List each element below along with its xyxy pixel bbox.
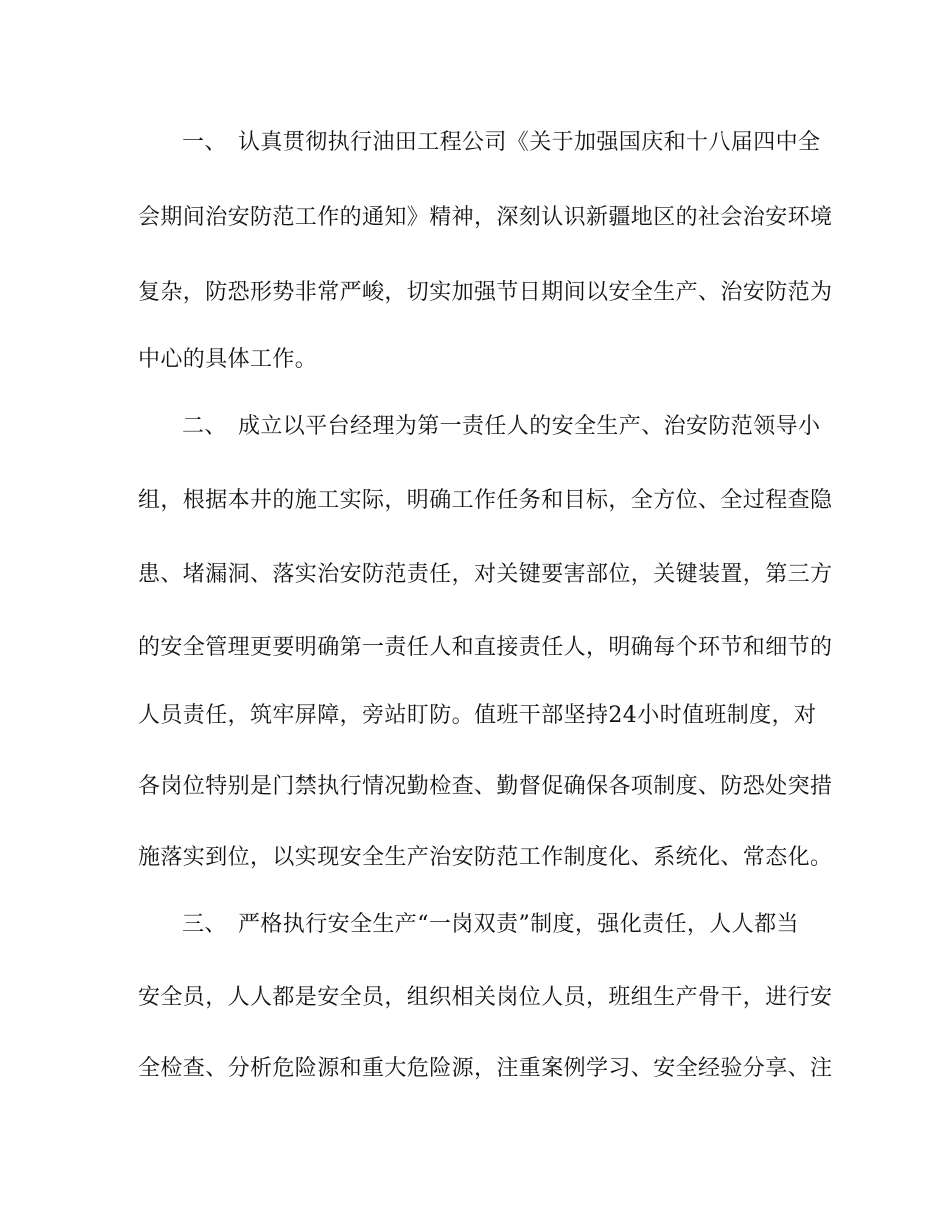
paragraph-1-line-1 xyxy=(182,128,862,158)
paragraph-2-line-6: 各岗位特别是门禁执行情况勤检查、勤督促确保各项制度、防恐处突措 xyxy=(138,774,833,799)
paragraph-2-text: 成立以平台经理为第一责任人的安全生产、治安防范领导小 xyxy=(238,414,821,439)
paragraph-2-line-5: 人员责任，筑牢屏障，旁站盯防。值班干部坚持24小时值班制度，对 xyxy=(138,703,817,728)
paragraph-2-line-2: 组，根据本井的施工实际，明确工作任务和目标，全方位、全过程查隐 xyxy=(138,488,833,513)
paragraph-3-text: 严格执行安全生产“一岗双责”制度，强化责任，人人都当 xyxy=(238,912,799,937)
paragraph-1-number: 一、 xyxy=(182,130,227,155)
paragraph-2-number: 二、 xyxy=(182,414,227,439)
paragraph-1-text: 认真贯彻执行油田工程公司《关于加强国庆和十八届四中全 xyxy=(238,130,821,155)
paragraph-2-line-4: 的安全管理更要明确第一责任人和直接责任人，明确每个环节和细节的 xyxy=(138,635,833,660)
paragraph-1-line-3: 复杂，防恐形势非常严峻，切实加强节日期间以安全生产、治安防范为 xyxy=(138,280,833,305)
paragraph-3-line-2: 安全员，人人都是安全员，组织相关岗位人员，班组生产骨干，进行安 xyxy=(138,985,833,1010)
paragraph-3-line-3: 全检查、分析危险源和重大危险源，注重案例学习、安全经验分享、注 xyxy=(138,1056,833,1081)
paragraph-1-line-4: 中心的具体工作。 xyxy=(138,347,318,372)
paragraph-1-line-2: 会期间治安防范工作的通知》精神，深刻认识新疆地区的社会治安环境 xyxy=(138,205,833,230)
paragraph-3-number: 三、 xyxy=(182,912,227,937)
paragraph-3-line-1 xyxy=(182,910,862,940)
paragraph-2-line-1 xyxy=(182,412,862,442)
paragraph-2-line-3: 患、堵漏洞、落实治安防范责任，对关键要害部位，关键装置，第三方 xyxy=(138,562,833,587)
paragraph-2-line-7: 施落实到位，以实现安全生产治安防范工作制度化、系统化、常态化。 xyxy=(138,845,833,870)
